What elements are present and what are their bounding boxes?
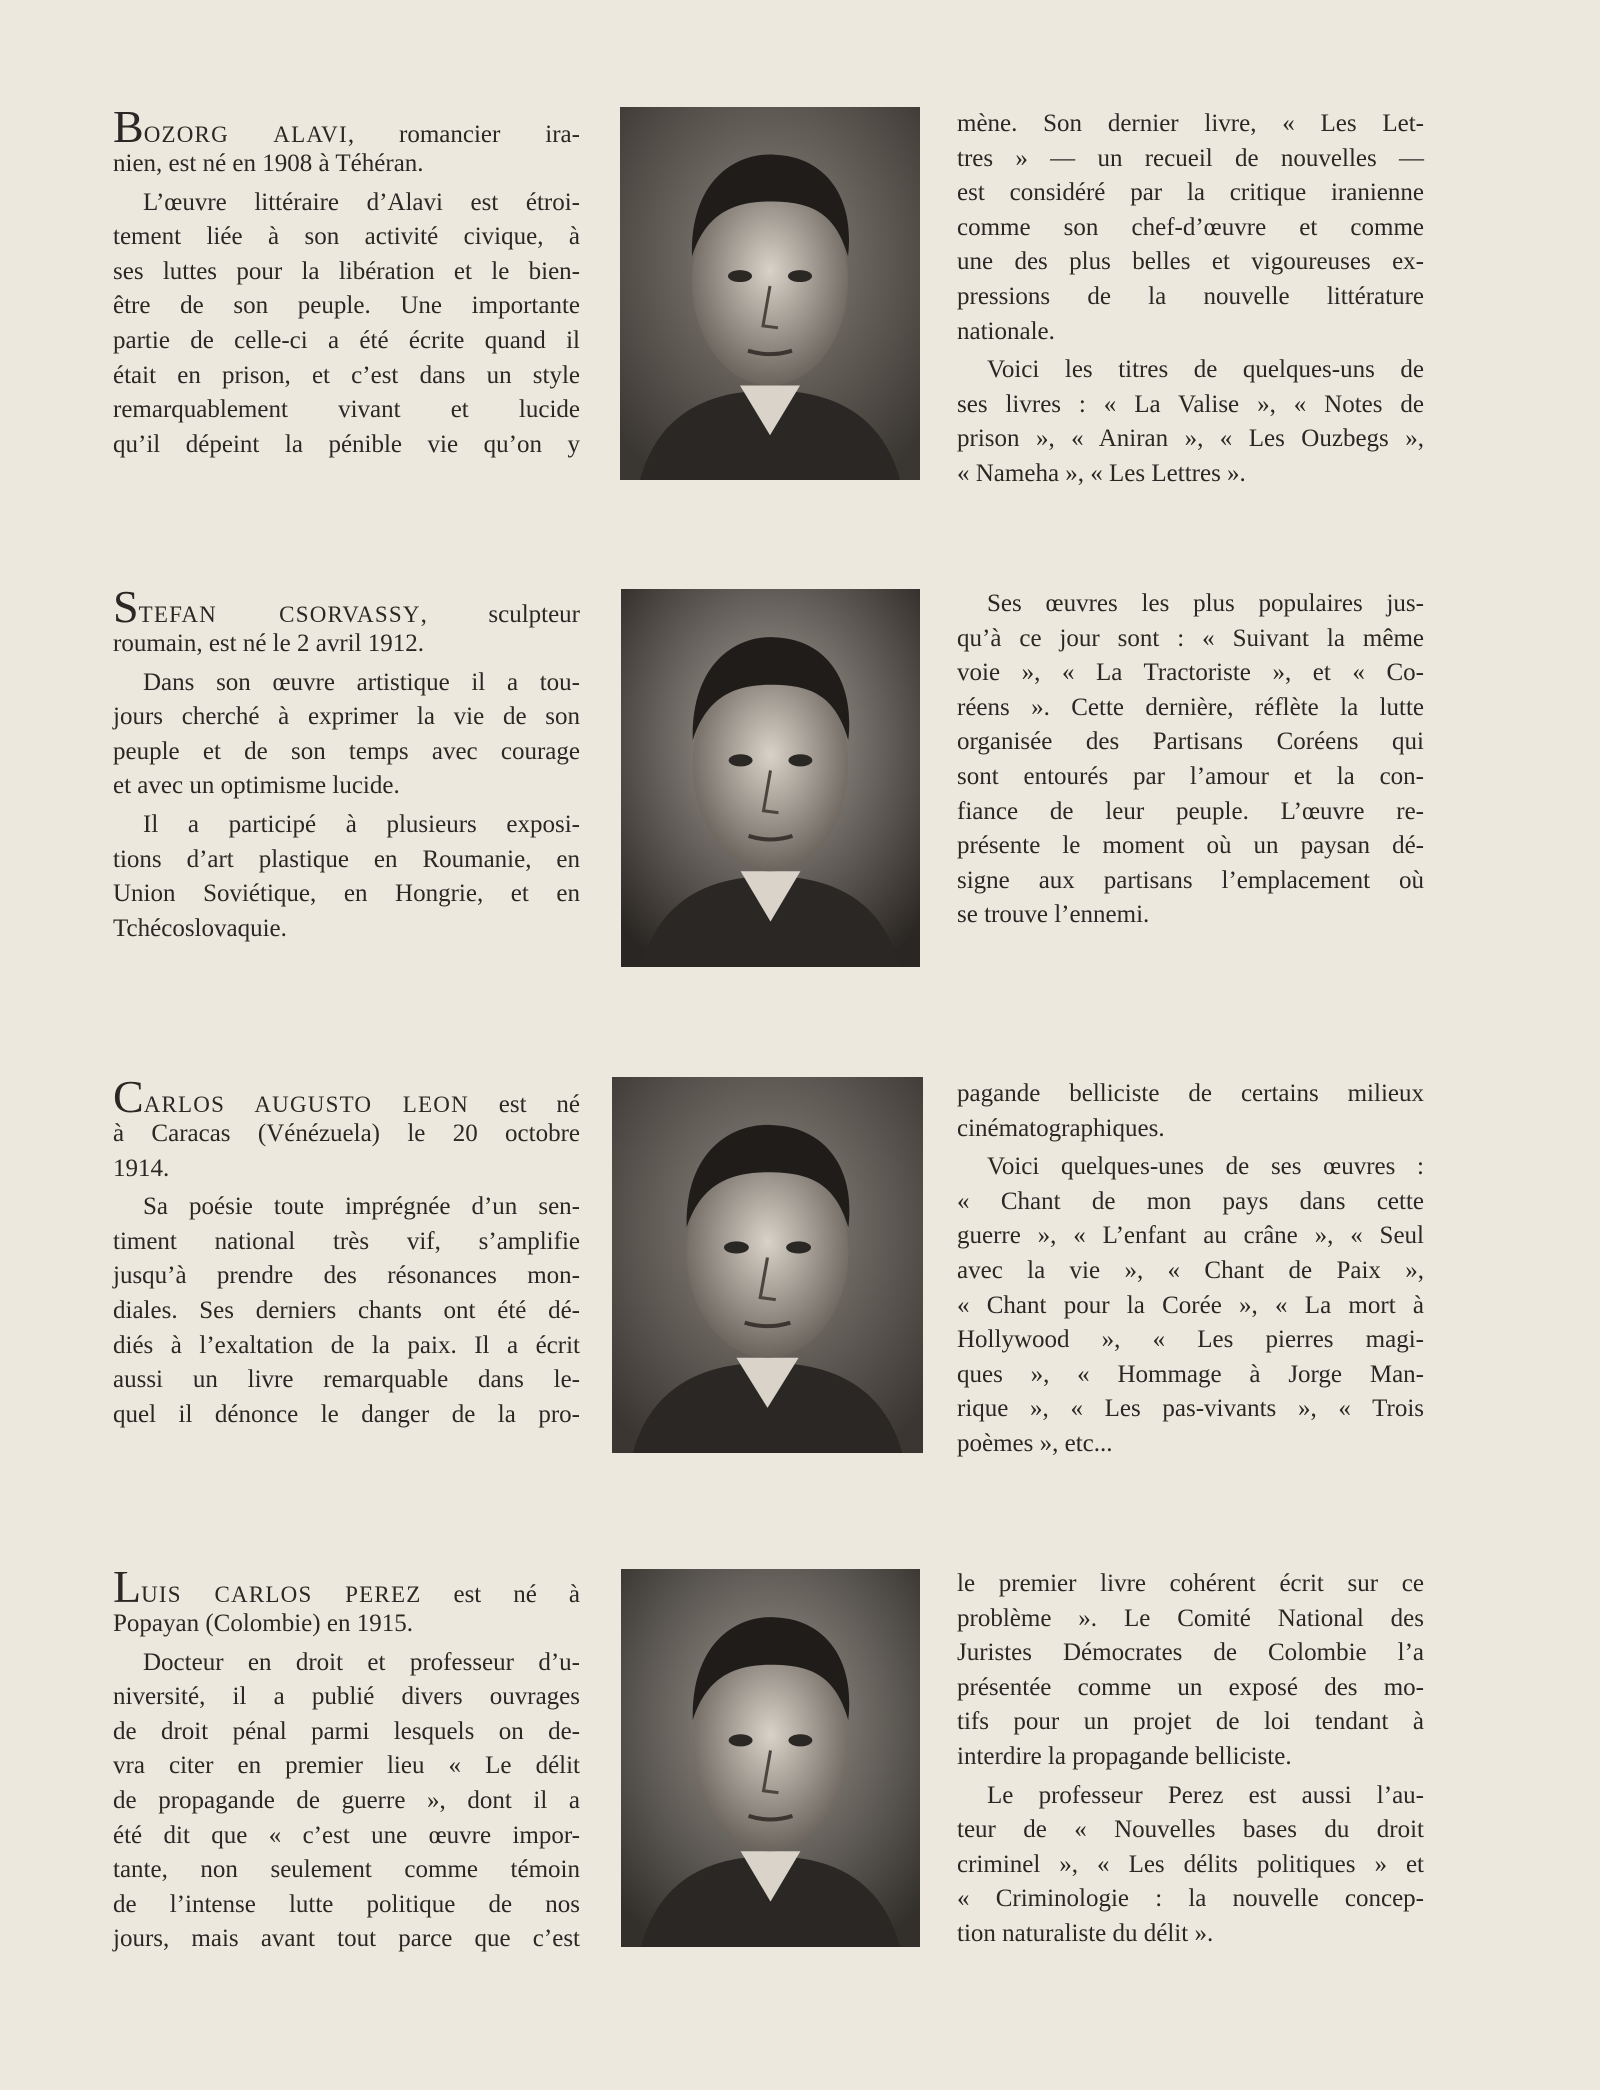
text-line: nationale. (957, 317, 1055, 345)
left-column (113, 1071, 580, 1436)
text-line: organisée des Partisans Coréens qui (957, 728, 1424, 756)
text-line: Il a participé à plusieurs exposi- (143, 810, 580, 838)
text-line: jusqu’à prendre des résonances mon- (113, 1262, 580, 1290)
drop-cap: C (113, 1071, 144, 1122)
text-line: comme son chef-d’œuvre et comme (957, 213, 1424, 241)
text-line: aussi un livre remarquable dans le- (113, 1366, 580, 1394)
text-line: prison », « Aniran », « Les Ouzbegs », (957, 425, 1424, 453)
text-line: sont entourés par l’amour et la con- (957, 762, 1424, 790)
text-line: partie de celle-ci a été écrite quand il (113, 326, 580, 354)
text-line: nien, est né en 1908 à Téhéran. (113, 150, 424, 177)
text-line: Union Soviétique, en Hongrie, et en (113, 880, 580, 908)
drop-cap: S (113, 581, 139, 632)
text-line: poèmes », etc... (957, 1429, 1113, 1457)
text-line: pressions de la nouvelle littérature (957, 282, 1424, 310)
text-line: une des plus belles et vigoureuses ex- (957, 248, 1424, 276)
text-line: Juristes Démocrates de Colombie l’a (957, 1639, 1424, 1667)
right-column (957, 1567, 1424, 1956)
text-line: remarquablement vivant et lucide (113, 396, 580, 424)
text-line: est considéré par la critique iranienne (957, 179, 1424, 207)
text-line: présentée comme un exposé des mo- (957, 1673, 1424, 1701)
text-line: Tchécoslovaquie. (113, 914, 287, 942)
paragraph (113, 1646, 580, 1957)
text-line: Dans son œuvre artistique il a tou- (143, 668, 580, 696)
text-line: Ses œuvres les plus populaires jus- (987, 590, 1424, 617)
text-line: de droit pénal parmi lesquels on de- (113, 1717, 580, 1745)
text-line: Voici quelques-unes de ses œuvres : (987, 1153, 1424, 1181)
text-line: L’œuvre littéraire d’Alavi est étroi- (143, 188, 580, 216)
text-line: roumain, est né le 2 avril 1912. (113, 630, 425, 657)
author-name: TEFAN CSORVASSY (138, 602, 421, 627)
portrait-photo-perez (621, 1569, 920, 1947)
text-line: tres » — un recueil de nouvelles — (957, 144, 1424, 172)
text-line: problème ». Le Comité National des (957, 1604, 1424, 1632)
text-line: criminel », « Les délits politiques » et (957, 1850, 1424, 1878)
text-line: « Criminologie : la nouvelle concep- (957, 1885, 1424, 1913)
text-line: jours cherché à exprimer la vie de son (113, 703, 580, 731)
text-line: le premier livre cohérent écrit sur ce (957, 1570, 1424, 1597)
portrait-icon (612, 1077, 923, 1453)
portrait-icon (620, 107, 920, 480)
drop-cap: B (113, 101, 144, 152)
author-name: ARLOS AUGUSTO LEON (143, 1092, 469, 1117)
paragraph (957, 587, 1424, 933)
text-line: Le professeur Perez est aussi l’au- (987, 1781, 1424, 1809)
text-line: était en prison, et c’est dans un style (113, 361, 580, 389)
right-column (957, 107, 1424, 496)
drop-cap: L (113, 1561, 142, 1612)
text-line: voie », « La Tractoriste », et « Co- (957, 659, 1424, 687)
text-line: tions d’art plastique en Roumanie, en (113, 845, 580, 873)
text-line: peuple et de son temps avec courage (113, 737, 580, 765)
portrait-photo-alavi (620, 107, 920, 480)
paragraph (113, 101, 580, 182)
text-line: quel il dénonce le danger de la pro- (113, 1400, 580, 1428)
text-line: à Caracas (Vénézuela) le 20 octobre (113, 1120, 580, 1147)
portrait-photo-leon (612, 1077, 923, 1453)
text-line: interdire la propagande belliciste. (957, 1742, 1292, 1770)
text-line: Hollywood », « Les pierres magi- (957, 1326, 1424, 1354)
author-name: UIS CARLOS PEREZ (141, 1582, 422, 1607)
text-line: timent national très vif, s’amplifie (113, 1227, 580, 1255)
left-column (113, 581, 581, 950)
text-line: teur de « Nouvelles bases du droit (957, 1816, 1424, 1844)
text-line: cinématographiques. (957, 1114, 1165, 1142)
text-line: tion naturaliste du délit ». (957, 1919, 1214, 1947)
text-line: ses livres : « La Valise », « Notes de (957, 390, 1424, 418)
text-line: être de son peuple. Une importante (113, 292, 580, 320)
paragraph (113, 1071, 580, 1186)
text-line: qu’il dépeint la pénible vie qu’on y (113, 430, 580, 458)
text-line: « Nameha », « Les Lettres ». (957, 459, 1246, 487)
text-line: de propagande de guerre », dont il a (113, 1786, 580, 1814)
left-column (113, 1561, 580, 1961)
text-line: « Chant de mon pays dans cette (957, 1187, 1424, 1215)
text-line: 1914. (113, 1154, 170, 1182)
lead-text: est né à (421, 1581, 580, 1608)
paragraph (113, 1190, 580, 1432)
text-line: niversité, il a publié divers ouvrages (113, 1683, 580, 1711)
right-column (957, 587, 1424, 937)
paragraph (957, 353, 1424, 491)
portrait-photo-csorvassy (621, 589, 920, 967)
left-column (113, 101, 580, 466)
text-line: jours, mais avant tout parce que c’est (113, 1925, 580, 1953)
text-line: Voici les titres de quelques-uns de (987, 356, 1424, 384)
text-line: Sa poésie toute imprégnée d’un sen- (143, 1193, 580, 1221)
text-line: guerre », « L’enfant au crâne », « Seul (957, 1222, 1424, 1250)
text-line: diales. Ses derniers chants ont été dé- (113, 1296, 580, 1324)
text-line: Docteur en droit et professeur d’u- (143, 1648, 580, 1676)
portrait-icon (621, 589, 920, 967)
paragraph (957, 1150, 1424, 1461)
paragraph (957, 1567, 1424, 1775)
lead-line (113, 581, 581, 632)
paragraph (113, 1561, 580, 1642)
text-line: tante, non seulement comme témoin (113, 1856, 580, 1884)
text-line: pagande belliciste de certains milieux (957, 1080, 1424, 1107)
text-line: « Chant pour la Corée », « La mort à (957, 1291, 1424, 1319)
lead-text: , sculpteur (420, 601, 581, 628)
text-line: ques », « Hommage à Jorge Man- (957, 1360, 1424, 1388)
text-line: avec la vie », « Chant de Paix », (957, 1256, 1424, 1284)
paragraph (113, 666, 580, 804)
text-line: rique », « Les pas-vivants », « Trois (957, 1395, 1424, 1423)
text-line: signe aux partisans l’emplacement où (957, 866, 1424, 894)
lead-line (113, 101, 580, 152)
portrait-icon (621, 1569, 920, 1947)
paragraph (113, 186, 580, 463)
right-column (957, 1077, 1424, 1466)
text-line: fiance de leur peuple. L’œuvre re- (957, 797, 1424, 825)
paragraph (113, 581, 581, 662)
lead-text: , romancier ira- (347, 121, 580, 148)
text-line: mène. Son dernier livre, « Les Let- (957, 110, 1424, 137)
lead-line (113, 1561, 580, 1612)
text-line: se trouve l’ennemi. (957, 901, 1150, 929)
text-line: qu’à ce jour sont : « Suivant la même (957, 624, 1424, 652)
text-line: été dit que « c’est une œuvre impor- (113, 1821, 580, 1849)
author-name: OZORG ALAVI (143, 122, 348, 147)
text-line: tement liée à son activité civique, à (113, 223, 580, 251)
text-line: Popayan (Colombie) en 1915. (113, 1610, 413, 1637)
paragraph (957, 107, 1424, 349)
lead-line (113, 1071, 580, 1122)
text-line: tifs pour un projet de loi tendant à (957, 1708, 1424, 1736)
text-line: présente le moment où un paysan dé- (957, 832, 1424, 860)
paragraph (957, 1077, 1424, 1146)
text-line: réens ». Cette dernière, réflète la lutte (957, 693, 1424, 721)
paragraph (957, 1779, 1424, 1952)
text-line: et avec un optimisme lucide. (113, 772, 400, 800)
text-line: de l’intense lutte politique de nos (113, 1890, 580, 1918)
text-line: diés à l’exaltation de la paix. Il a écrit (113, 1331, 580, 1359)
text-line: ses luttes pour la libération et le bien- (113, 257, 580, 285)
paragraph (113, 808, 580, 946)
lead-text: est né (468, 1091, 580, 1118)
text-line: vra citer en premier lieu « Le délit (113, 1752, 580, 1780)
